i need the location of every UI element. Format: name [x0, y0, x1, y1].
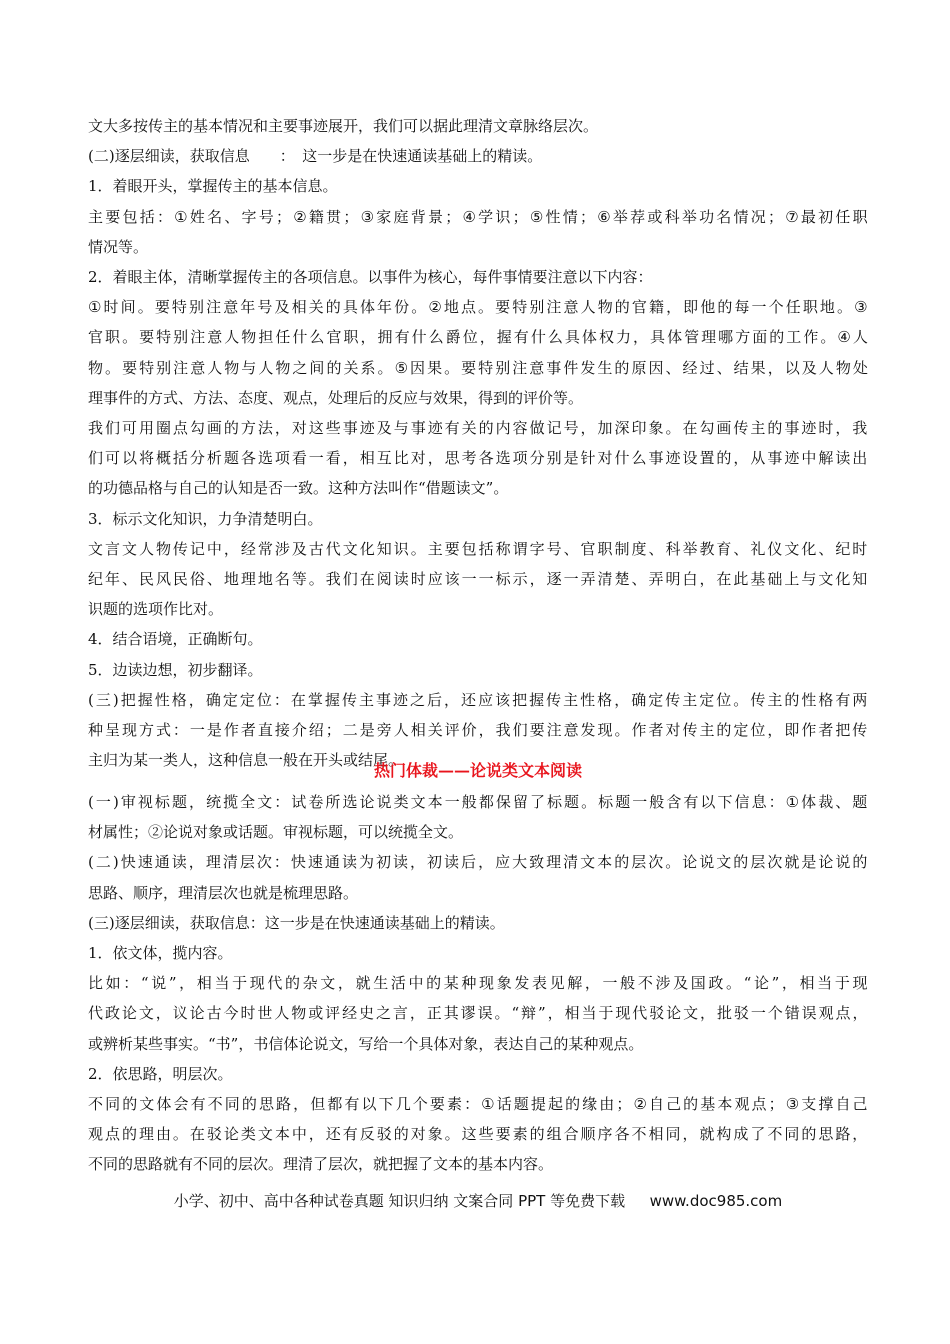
paragraph-line: ( 三 ) 把 握 性 格 ， 确 定 定 位 ： 在 掌 握 传 主 事 迹 之 后 ， 还 应 该 把 握 传 主 性 格 ， 确 定 传 主 定 位 。 传 主 的 性 格 有 两 [88, 690, 868, 709]
paragraph-line: 2．依思路，明层次。 [88, 1064, 233, 1083]
paragraph-line: ( 一 ) 审 视 标 题 ， 统 揽 全 文 ： 试 卷 所 选 论 说 类 文 本 一 般 都 保 留 了 标 题 。 标 题 一 般 含 有 以 下 信 息 ： ① 体 裁 、 题 [88, 793, 868, 811]
section-heading: 热门体裁——论说类文本阅读 [373, 761, 582, 780]
paragraph-line: 2．着眼主体，清晰掌握传主的各项信息。以事件为核心，每件事情要注意以下内容： [88, 268, 653, 286]
paragraph-line: 我 们 可 用 圈 点 勾 画 的 方 法 ， 对 这 些 事 迹 及 与 事 迹 有 关 的 内 容 做 记 号 ， 加 深 印 象 。 在 勾 画 传 主 的 事 迹 时 ， 我 [88, 419, 868, 437]
paragraph-line: 文 言 文 人 物 传 记 中 ， 经 常 涉 及 古 代 文 化 知 识 。 主 要 包 括 称 谓 字 号 、 官 职 制 度 、 科 举 教 育 、 礼 仪 文 化 、 纪 时 [88, 539, 868, 558]
page-footer: 小学、初中、高中各种试卷真题 知识归纳 文案合同 PPT 等免费下载 www.doc985.com [173, 1192, 783, 1210]
paragraph-line: 观 点 的 理 由 。 在 驳 论 类 文 本 中 ， 还 有 反 驳 的 对 象 。 这 些 要 素 的 组 合 顺 序 各 不 相 同 ， 就 构 成 了 不 同 的 思 路 ， [88, 1125, 868, 1144]
paragraph-line: 们 可 以 将 概 括 分 析 题 各 选 项 看 一 看 ， 相 互 比 对 ， 思 考 各 选 项 分 别 是 针 对 什 么 事 迹 设 置 的 ， 从 事 迹 中 解 读 出 [88, 449, 868, 468]
paragraph-line: 官 职 。 要 特 别 注 意 人 物 担 任 什 么 官 职 ， 拥 有 什 么 爵 位 ， 握 有 什 么 具 体 权 力 ， 具 体 管 理 哪 方 面 的 工 作 。 ④ 人 [88, 328, 868, 347]
paragraph-line: 识题的选项作比对。 [88, 600, 224, 619]
paragraph-line: 4．结合语境，正确断句。 [88, 630, 263, 649]
paragraph-line: 的功德品格与自己的认知是否一致。这种方法叫作“借题读文”。 [88, 479, 509, 498]
paragraph-line: 纪 年 、 民 风 民 俗 、 地 理 地 名 等 。 我 们 在 阅 读 时 应 该 一 一 标 示 ， 逐 一 弄 清 楚 、 弄 明 白 ， 在 此 基 础 上 与 文 化 知 [88, 570, 868, 588]
paragraph-line: 比 如 ： “ 说 ” ， 相 当 于 现 代 的 杂 文 ， 就 生 活 中 的 某 种 现 象 发 表 见 解 ， 一 般 不 涉 及 国 政 。 “ 论 ” ， 相 当 于 现 [88, 974, 868, 993]
paragraph-line: 主归为某一类人，这种信息一般在开头或结尾。 [88, 751, 404, 770]
paragraph-line: 1．着眼开头，掌握传主的基本信息。 [88, 177, 338, 196]
paragraph-line: 情况等。 [88, 237, 149, 256]
paragraph-line: 主 要 包 括 ： ① 姓 名 、 字 号 ； ② 籍 贯 ； ③ 家 庭 背 景 ； ④ 学 识 ； ⑤ 性 情 ； ⑥ 举 荐 或 科 举 功 名 情 况 ； ⑦ 最 初 任 职 [88, 207, 868, 226]
paragraph-line: 理事件的方式、方法、态度、观点，处理后的反应与效果，得到的评价等。 [88, 388, 584, 407]
paragraph-line: ① 时 间 。 要 特 别 注 意 年 号 及 相 关 的 具 体 年 份 。 ② 地 点 。 要 特 别 注 意 人 物 的 官 籍 ， 即 他 的 每 一 个 任 职 地 。 ③ [88, 298, 868, 317]
paragraph-line: 物 。 要 特 别 注 意 人 物 与 人 物 之 间 的 关 系 。 ⑤ 因 果 。 要 特 别 注 意 事 件 发 生 的 原 因 、 经 过 、 结 果 ， 以 及 人 物 处 [88, 358, 868, 377]
paragraph-line: 代 政 论 文 ， 议 论 古 今 时 世 人 物 或 评 经 史 之 言 ， 正 其 谬 误 。 “ 辩 ” ， 相 当 于 现 代 驳 论 文 ， 批 驳 一 个 错 误 观 点 ， [88, 1004, 868, 1023]
paragraph-line: 5．边读边想，初步翻译。 [88, 660, 263, 679]
paragraph-line: 1．依文体，揽内容。 [88, 944, 233, 962]
paragraph-line: (二)逐层细读，获取信息 ： 这一步是在快速通读基础上的精读。 [88, 147, 543, 166]
paragraph-line: 种 呈 现 方 式 ： 一 是 作 者 直 接 介 绍 ； 二 是 旁 人 相 关 评 价 ， 我 们 要 注 意 发 现 。 作 者 对 传 主 的 定 位 ， 即 作 者 把 传 [88, 721, 868, 739]
paragraph-line: 不 同 的 文 体 会 有 不 同 的 思 路 ， 但 都 有 以 下 几 个 要 素 ： ① 话 题 提 起 的 缘 由 ； ② 自 己 的 基 本 观 点 ； ③ 支 撑 自 己 [88, 1095, 868, 1113]
paragraph-line: (三)逐层细读，获取信息：这一步是在快速通读基础上的精读。 [88, 913, 505, 932]
paragraph-line: 材属性；②论说对象或话题。审视标题，可以统揽全文。 [88, 823, 464, 842]
paragraph-line: 或辨析某些事实。“书”，书信体论说文，写给一个具体对象，表达自己的某种观点。 [88, 1034, 644, 1053]
paragraph-line: 思路、顺序，理清层次也就是梳理思路。 [88, 883, 359, 902]
paragraph-line: 3．标示文化知识，力争清楚明白。 [88, 509, 323, 528]
paragraph-line: 文大多按传主的基本情况和主要事迹展开，我们可以据此理清文章脉络层次。 [88, 117, 599, 135]
paragraph-line: ( 二 ) 快 速 通 读 ， 理 清 层 次 ： 快 速 通 读 为 初 读 ， 初 读 后 ， 应 大 致 理 清 文 本 的 层 次 。 论 说 文 的 层 次 就 是 论 说 的 [88, 853, 868, 872]
paragraph-line: 不同的思路就有不同的层次。理清了层次，就把握了文本的基本内容。 [88, 1155, 554, 1174]
